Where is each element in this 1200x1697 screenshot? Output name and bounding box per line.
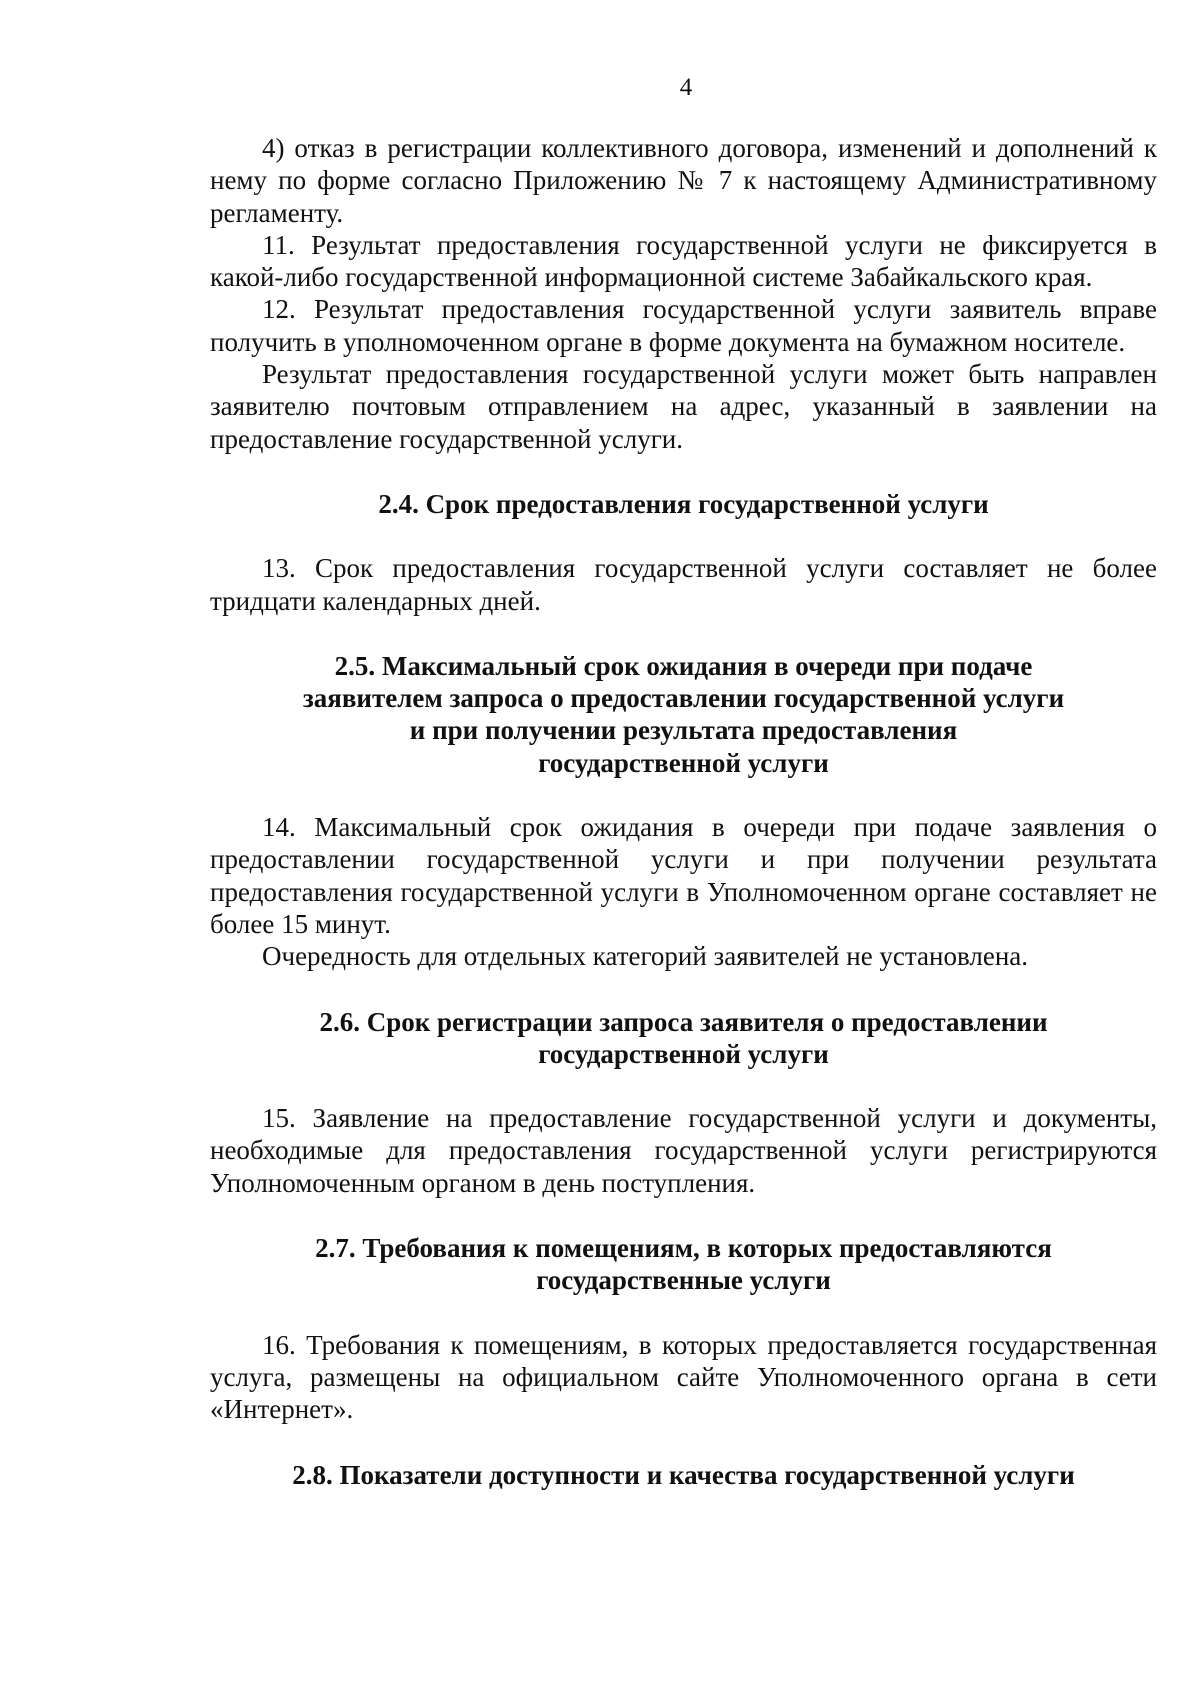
heading-line: и при получении результата предоставления xyxy=(409,715,958,746)
paragraph-12: 12. Результат предоставления государственной услуги заявитель вправе получить в уполномоченном органе в форме документа на бумажном носителе. xyxy=(210,294,1157,357)
paragraph-11: 11. Результат предоставления государственной услуги не фиксируется в какой-либо государственной информационной системе Забайкальского края. xyxy=(210,229,1157,293)
paragraph-14-queue-priority: Очередность для отдельных категорий заявителей не установлена. xyxy=(262,941,1029,972)
paragraph-16: 16. Требования к помещениям, в которых предоставляется государственная услуга, размещены на официальном сайте Уполномоченного органа в сети «Интернет». xyxy=(210,1329,1157,1425)
page-number: 4 xyxy=(679,74,693,101)
heading-line: 2.6. Срок регистрации запроса заявителя о предоставлении xyxy=(319,1006,1048,1037)
paragraph-12-result-delivery: Результат предоставления государственной услуги может быть направлен заявителю почтовым отправлением на адрес, указанный в заявлении на предоставление государственной услуги. xyxy=(210,359,1157,454)
paragraph-13: 13. Срок предоставления государственной услуги составляет не более тридцати календарных дней. xyxy=(210,553,1157,616)
section-heading-2-6 xyxy=(210,1006,1157,1071)
heading-line: заявителем запроса о предоставлении государственной услуги xyxy=(302,683,1065,714)
heading-line: 2.4. Срок предоставления государственной услуги xyxy=(378,488,989,519)
heading-line: 2.7. Требования к помещениям, в которых предоставляются xyxy=(315,1233,1052,1264)
paragraph-15: 15. Заявление на предоставление государственной услуги и документы, необходимые для предоставления государственной услуги регистрируются Уполномоченным органом в день поступления. xyxy=(210,1103,1157,1198)
heading-line: государственной услуги xyxy=(538,747,829,778)
section-heading-2-8 xyxy=(210,1459,1157,1491)
heading-line: государственной услуги xyxy=(538,1038,829,1069)
paragraph-item-4-refusal: 4) отказ в регистрации коллективного договора, изменений и дополнений к нему по форме согласно Приложению № 7 к настоящему Административному регламенту. xyxy=(210,133,1157,228)
heading-line: государственные услуги xyxy=(536,1265,831,1296)
heading-line: 2.8. Показатели доступности и качества государственной услуги xyxy=(292,1459,1075,1490)
heading-line: 2.5. Максимальный срок ожидания в очереди при подаче xyxy=(334,650,1033,681)
section-heading-2-7 xyxy=(210,1232,1157,1297)
document-body xyxy=(210,132,1157,1491)
section-heading-2-5 xyxy=(210,650,1157,779)
paragraph-14: 14. Максимальный срок ожидания в очереди при подаче заявления о предоставлении государственной услуги и при получении результата предоставления государственной услуги в Уполномоченном органе составляет не более 15 минут. xyxy=(210,812,1157,939)
section-heading-2-4 xyxy=(210,488,1157,520)
